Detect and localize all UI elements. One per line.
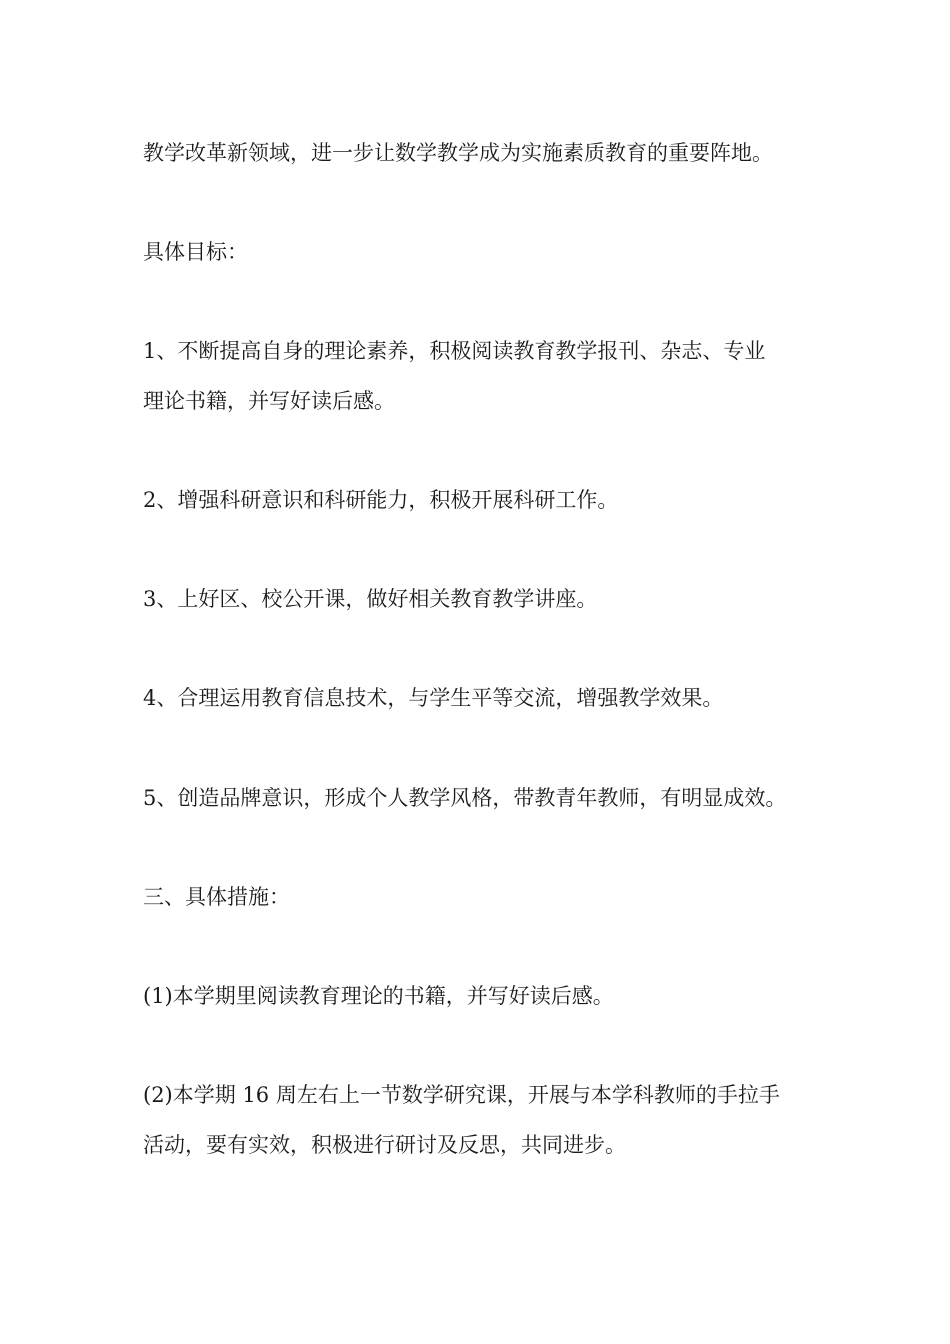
goal-item-1-line-2: 理论书籍，并写好读后感。: [143, 389, 395, 413]
heading-specific-measures: 三、具体措施：: [143, 885, 290, 909]
goal-item-3: 3、上好区、校公开课，做好相关教育教学讲座。: [143, 587, 598, 611]
paragraph-intro: 教学改革新领域，进一步让数学教学成为实施素质教育的重要阵地。: [143, 141, 773, 165]
measure-item-2-line-1: (2)本学期 16 周左右上一节数学研究课，开展与本学科教师的手拉手: [143, 1083, 780, 1107]
goal-item-2: 2、增强科研意识和科研能力，积极开展科研工作。: [143, 488, 619, 512]
goal-item-4: 4、合理运用教育信息技术，与学生平等交流，增强教学效果。: [143, 686, 724, 710]
measure-item-1: (1)本学期里阅读教育理论的书籍，并写好读后感。: [143, 984, 614, 1008]
measure-item-2-line-2: 活动，要有实效，积极进行研讨及反思，共同进步。: [143, 1133, 626, 1157]
goal-item-1-line-1: 1、不断提高自身的理论素养，积极阅读教育教学报刊、杂志、专业: [143, 339, 766, 363]
heading-specific-goals: 具体目标：: [143, 240, 248, 264]
goal-item-5: 5、创造品牌意识，形成个人教学风格，带教青年教师，有明显成效。: [143, 786, 787, 810]
